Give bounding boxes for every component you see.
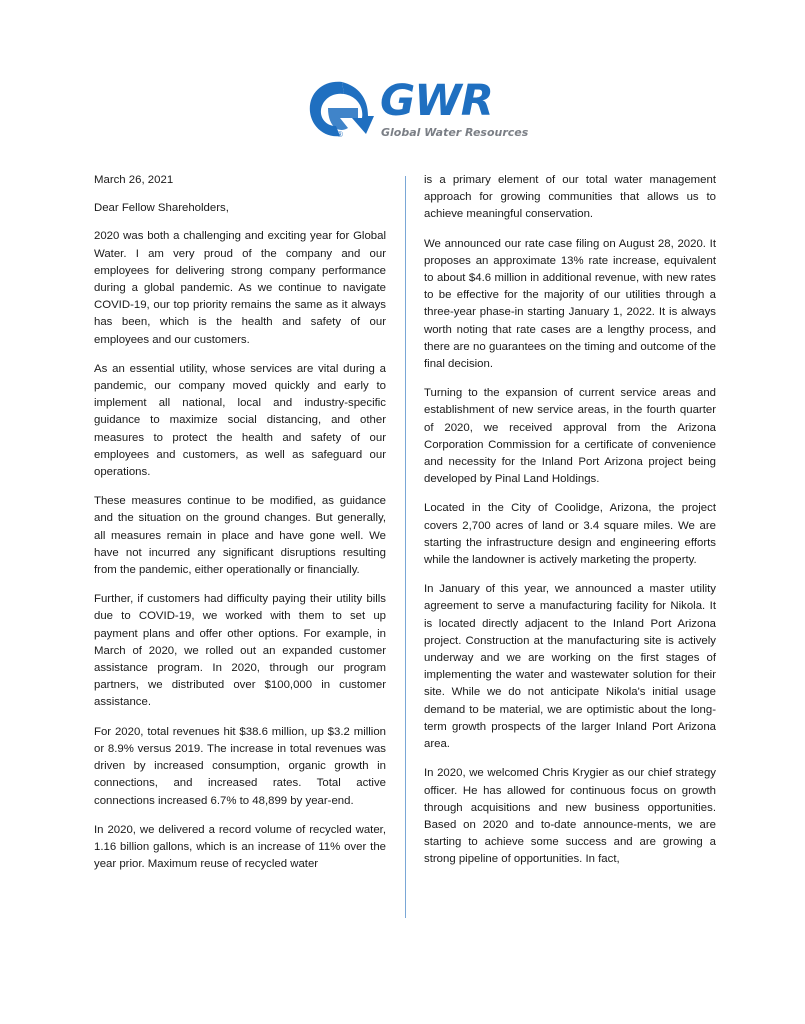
paragraph: Located in the City of Coolidge, Arizona, the project covers 2,700 acres of land or 3.4 square miles. We are starting the infrastructure design and engineering efforts while the landowner is actively marketing the property. (424, 502, 716, 567)
paragraph: In 2020, we welcomed Chris Krygier as our chief strategy officer. He has allowed for continuous focus on growth through acquisitions and new business opportunities. Based on 2020 and to-date announce-ments, we are starting to achieve some success and are growing a strong pipeline of opportunities. In fact, (424, 767, 716, 866)
paragraph: 2020 was both a challenging and exciting year for Global Water. I am very proud of the company and our employees for delivering strong company performance during a global pandemic. As we continue to navigate COVID-19, our top priority remains the same as it always has been, which is the health and safety of our employees and our customers. (94, 230, 386, 346)
paragraph: Further, if customers had difficulty paying their utility bills due to COVID-19, we worked with them to set up payment plans and offer other options. For example, in March of 2020, we rolled out an expanded customer assistance program. In 2020, through our program partners, we distributed over $100,000 in customer assistance. (94, 593, 386, 709)
company-logo (304, 76, 529, 148)
letter-right-column (424, 172, 716, 881)
paragraph: Turning to the expansion of current service areas and establishment of new service areas, in the fourth quarter of 2020, we received approval from the Arizona Corporation Commission for a certificate of convenience and necessity for the Inland Port Arizona project being developed by Pinal Land Holdings. (424, 387, 716, 486)
letter-salutation: Dear Fellow Shareholders, (94, 202, 229, 215)
letter-left-column (94, 172, 386, 885)
logo-wordmark: GWR (380, 76, 493, 126)
paragraph: is a primary element of our total water management approach for growing communities that allows us to achieve meaningful conservation. (424, 174, 716, 221)
paragraph: In 2020, we delivered a record volume of recycled water, 1.16 billion gallons, which is an increase of 11% over the year prior. Maximum reuse of recycled water (94, 823, 386, 871)
paragraph: In January of this year, we announced a master utility agreement to serve a manufacturing facility for Nikola. It is located directly adjacent to the Inland Port Arizona project. Construction at the manufacturing site is actively underway and we are working on the first stages of implementing the water and wastewater solution for their site. While we do not anticipate Nikola's initial usage demand to be material, we are optimistic about the long-term growth prospects of the larger Inland Port Arizona area. (424, 583, 716, 751)
letter-date: March 26, 2021 (94, 174, 174, 186)
paragraph: As an essential utility, whose services are vital during a pandemic, our company moved quickly and early to implement all national, local and industry-specific guidance to maximize social distancing, and other measures to protect the health and safety of our employees and customers, as well as safeguard our operations. (94, 362, 386, 479)
column-divider (405, 176, 406, 918)
paragraph: For 2020, total revenues hit $38.6 million, up $3.2 million or 8.9% versus 2019. The increase in total revenues was driven by increased consumption, organic growth in connections, and increased rates. Total active connections increased 6.7% to 48,899 by year-end. (94, 725, 386, 807)
paragraph: These measures continue to be modified, as guidance and the situation on the ground changes. But generally, all measures remain in place and have gone well. We have not incurred any significant disruptions resulting from the pandemic, either operationally or financially. (94, 495, 386, 577)
logo-tagline: Global Water Resources (381, 126, 529, 139)
registered-mark: ® (337, 130, 343, 139)
paragraph: We announced our rate case filing on August 28, 2020. It proposes an approximate 13% rate increase, equivalent to about $4.6 million in additional revenue, with new rates to be effective for the majority of our utilities through a three-year phase-in starting January 1, 2022. It is always worth noting that rate cases are a lengthy process, and there are no guarantees on the timing and outcome of the final decision. (424, 237, 716, 371)
